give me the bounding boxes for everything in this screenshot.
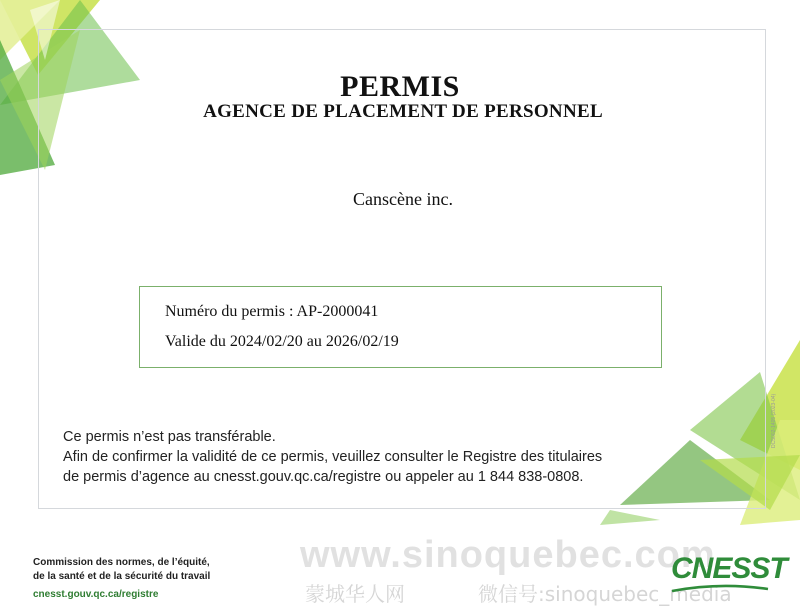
form-code: DC5002-1405 (2023-04) <box>771 393 777 448</box>
watermark-wechat: 微信号:sinoquebec_media <box>478 582 732 606</box>
watermark-chinese: 蒙城华人网 <box>305 582 405 606</box>
permit-details-box <box>139 286 662 368</box>
org-name-line1: Commission des normes, de l’équité, <box>33 557 210 568</box>
registry-link[interactable]: cnesst.gouv.qc.ca/registre <box>33 589 159 600</box>
permit-validity: Valide du 2024/02/20 au 2026/02/19 <box>165 333 399 350</box>
permit-number: Numéro du permis : AP-2000041 <box>165 303 379 320</box>
logo-swoosh-icon <box>670 584 770 594</box>
permit-holder-name: Canscène inc. <box>353 189 453 209</box>
permit-notes <box>63 427 602 487</box>
watermark-text: www.sinoquebec.com <box>300 534 716 576</box>
note-line: Ce permis n’est pas transférable. <box>63 429 276 445</box>
org-name-line2: de la santé et de la sécurité du travail <box>33 571 211 582</box>
note-line: Afin de confirmer la validité de ce permis, veuillez consulter le Registre des titulaires <box>63 449 603 465</box>
cnesst-logo: CNESST <box>671 552 787 585</box>
note-line: de permis d’agence au cnesst.gouv.qc.ca/registre ou appeler au 1 844 838-0808. <box>63 469 584 485</box>
document-subtitle: AGENCE DE PLACEMENT DE PERSONNEL <box>203 101 603 122</box>
footer-organization <box>33 556 210 602</box>
document-title: PERMIS <box>340 70 460 103</box>
